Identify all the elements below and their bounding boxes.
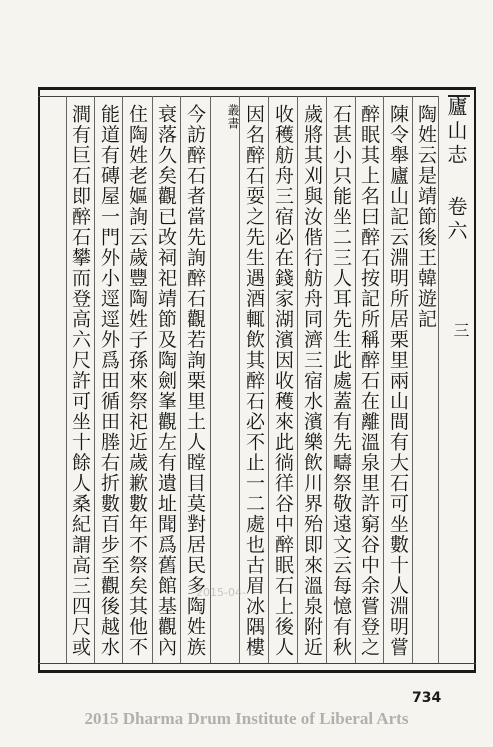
text-column: 今訪醉石者當先詢醉石觀若詢栗里土人瞠目莫對居民多陶姓族 <box>184 104 206 658</box>
text-column: 住陶姓老嫗詢云歲豐陶姓子孫來祭祀近歲歉數年不祭矣其他不 <box>126 104 148 658</box>
text-column: 石甚小只能坐二三人耳先生此處蓋有先疇祭敬遠文云每憶有秋 <box>330 104 352 658</box>
text-column: 醉眠其上名曰醉石按記所稱醉石在離溫泉里許窮谷中余嘗登之 <box>358 104 380 658</box>
text-column: 歲將其刈與汝偕行舫舟同濟三宿水濱樂飲川界殆即來溫泉附近 <box>301 104 323 658</box>
column-rule <box>297 96 298 663</box>
column-rule <box>180 96 181 663</box>
text-column-note: 叢書 <box>226 104 240 130</box>
text-column: 因名醉石耍之先生遇酒輒飲其醉石必不止一二處也古眉冰隅樓 <box>243 104 265 658</box>
page-number: 734 <box>412 690 442 706</box>
running-page: 三 <box>451 322 470 338</box>
text-column: 陳令舉廬山記云淵明所居栗里兩山間有大石可坐數十人淵明嘗 <box>387 104 409 658</box>
column-rule <box>383 96 384 663</box>
column-rule <box>94 96 95 663</box>
column-rule <box>122 96 123 663</box>
column-rule <box>355 96 356 663</box>
text-column: 衰落久矣觀已改祠祀靖節及陶劍峯觀左有遺址聞爲舊館基觀內 <box>155 104 177 658</box>
frame-inner-top-rule <box>38 96 438 97</box>
text-column: 能道有磚屋一門外小逕逕外爲田循田塍右折數百步至觀後越水 <box>98 104 120 658</box>
column-rule <box>239 96 240 663</box>
column-rule <box>152 96 153 663</box>
text-column: 澗有巨石即醉石攀而登高六尺許可坐十餘人桑紀謂高三四尺或 <box>69 104 91 658</box>
column-rule <box>326 96 327 663</box>
text-column: 陶姓云是靖節後王韓遊記 <box>415 104 437 330</box>
text-column: 收穫舫舟三宿必在錢家湖濱因收穫來此徜徉谷中醉眠石上後人 <box>272 104 294 658</box>
column-rule <box>66 96 67 663</box>
frame-inner-bottom-rule <box>38 663 476 664</box>
column-rule <box>210 96 211 663</box>
column-rule <box>268 96 269 663</box>
column-rule <box>412 96 413 663</box>
running-title: 廬山志 卷六 <box>444 96 468 244</box>
scan-date-stamp: 2015-04- <box>196 586 246 599</box>
watermark: 2015 Dharma Drum Institute of Liberal Arts <box>84 709 409 728</box>
